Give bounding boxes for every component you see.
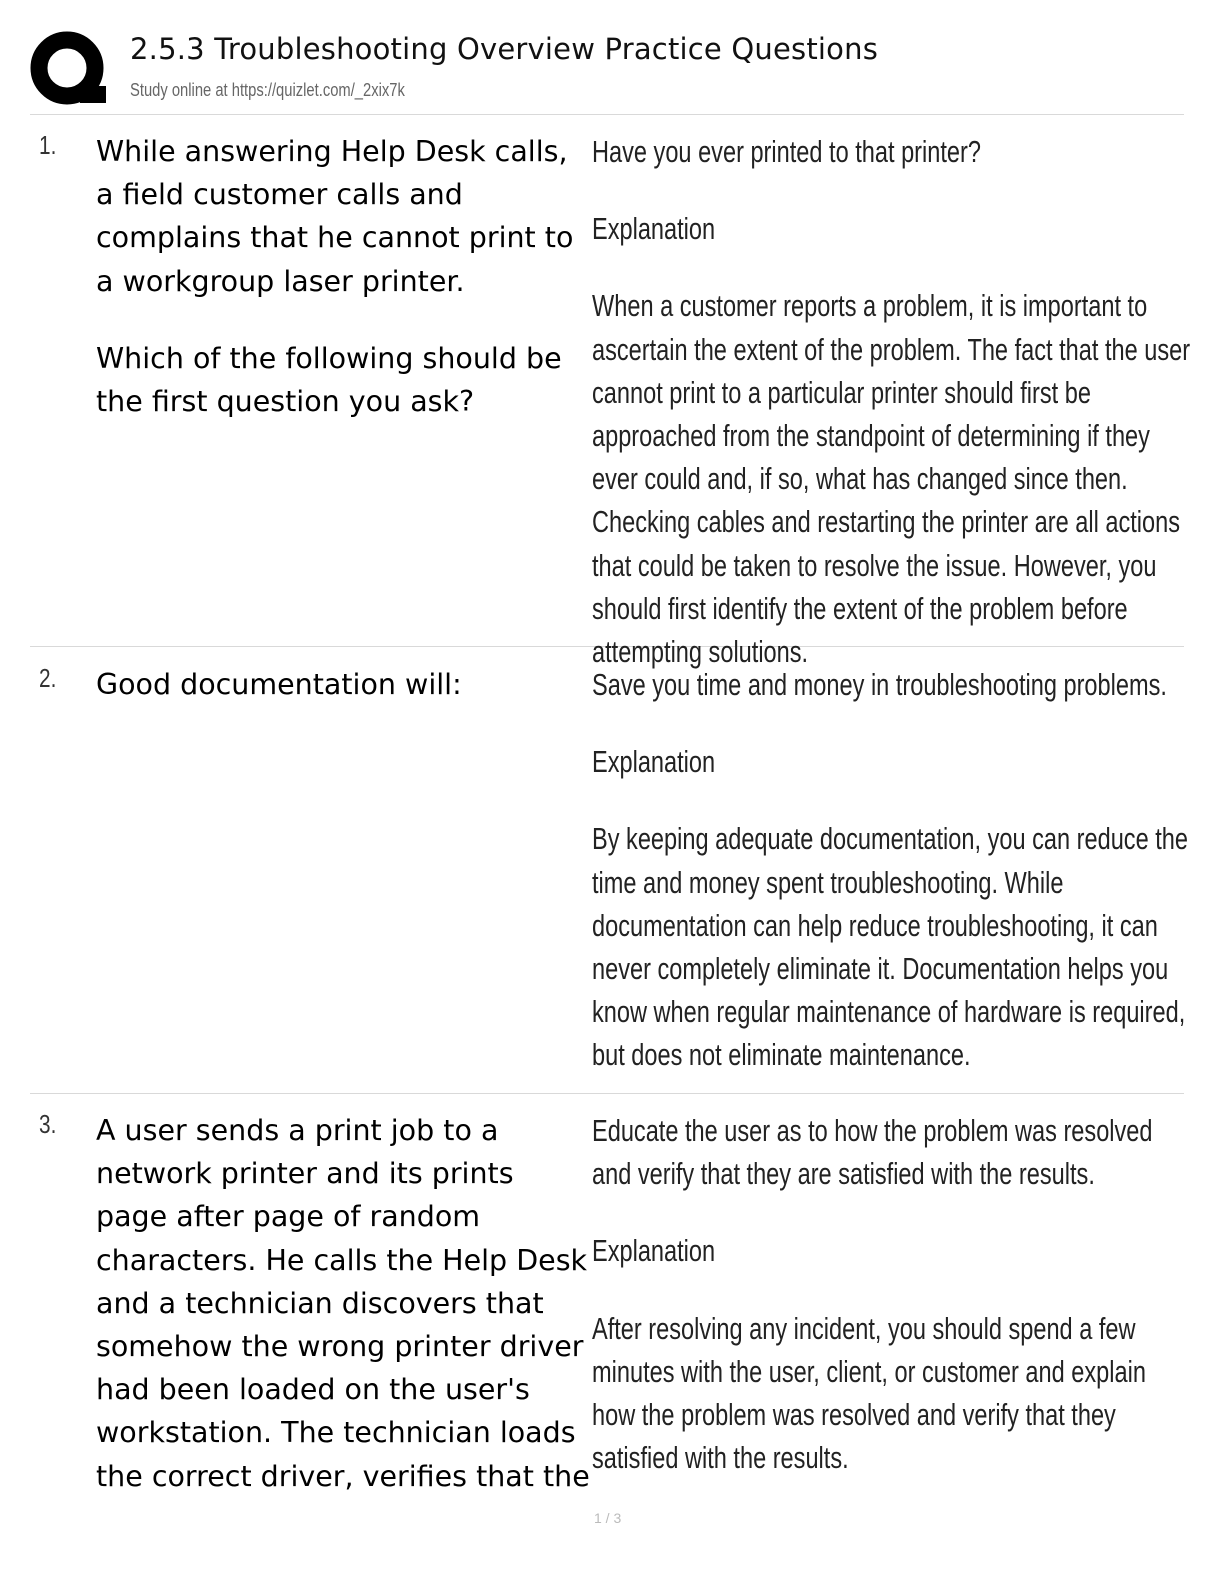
card-answer bbox=[592, 1109, 1192, 1513]
flashcard-3 bbox=[30, 1109, 1184, 1509]
answer-text: Educate the user as to how the problem was resolved and verify that they are satisfied with the results. bbox=[592, 1113, 1153, 1192]
card-answer bbox=[592, 663, 1192, 1111]
study-online-link[interactable]: Study online at https://quizlet.com/_2xix7k bbox=[130, 80, 405, 100]
answer-text: Save you time and money in troubleshooting problems. bbox=[592, 667, 1167, 702]
question-text: A user sends a print job to a network printer and its prints page after page of random characters. He calls the Help Desk and a technician discovers that somehow the wrong printer driver had been loaded on the user's workstation. The technician loads the correct driver, verifies that the bbox=[96, 1114, 590, 1493]
explanation-label: Explanation bbox=[592, 211, 716, 247]
quizlet-logo-icon bbox=[30, 30, 110, 110]
explanation-label: Explanation bbox=[592, 1233, 716, 1269]
card-number: 2. bbox=[39, 663, 57, 693]
card-question bbox=[96, 130, 590, 457]
page-number: 1 / 3 bbox=[594, 1510, 622, 1526]
explanation-text: After resolving any incident, you should spend a few minutes with the user, client, or customer and explain how the problem was resolved and verify that they satisfied with the results. bbox=[592, 1310, 1146, 1476]
card-question bbox=[96, 663, 590, 740]
card-answer bbox=[592, 130, 1192, 707]
question-text: While answering Help Desk calls, a field customer calls and complains that he cannot print to a workgroup laser printer. bbox=[96, 135, 574, 298]
question-text: Which of the following should be the first question you ask? bbox=[96, 341, 562, 419]
explanation-text: By keeping adequate documentation, you can reduce the time and money spent troubleshooting. While documentation can help reduce troubleshooting, it can never completely eliminate it. Documentation helps you know when regular maintenance of hardware is required, but does not eliminate maintenance. bbox=[592, 821, 1188, 1073]
card-number: 3. bbox=[39, 1109, 57, 1139]
flashcard-2 bbox=[30, 663, 1188, 1094]
answer-text: Have you ever printed to that printer? bbox=[592, 134, 981, 169]
card-number: 1. bbox=[39, 130, 57, 160]
flashcard-1 bbox=[30, 130, 1191, 670]
explanation-text: When a customer reports a problem, it is important to ascertain the extent of the problem. The fact that the user cannot print to a particular printer should first be approached from the standpoint of determining if they ever could and, if so, what has changed since then. Checking cables and restarting the printer are all actions that could be taken to resolve the issue. However, you should first identify the extent of the problem before attempting solutions. bbox=[592, 288, 1191, 670]
card-question bbox=[96, 1109, 590, 1532]
page-title: 2.5.3 Troubleshooting Overview Practice Questions bbox=[130, 32, 878, 66]
explanation-label: Explanation bbox=[592, 744, 716, 780]
page-header bbox=[30, 28, 1184, 115]
question-text: Good documentation will: bbox=[96, 668, 462, 701]
